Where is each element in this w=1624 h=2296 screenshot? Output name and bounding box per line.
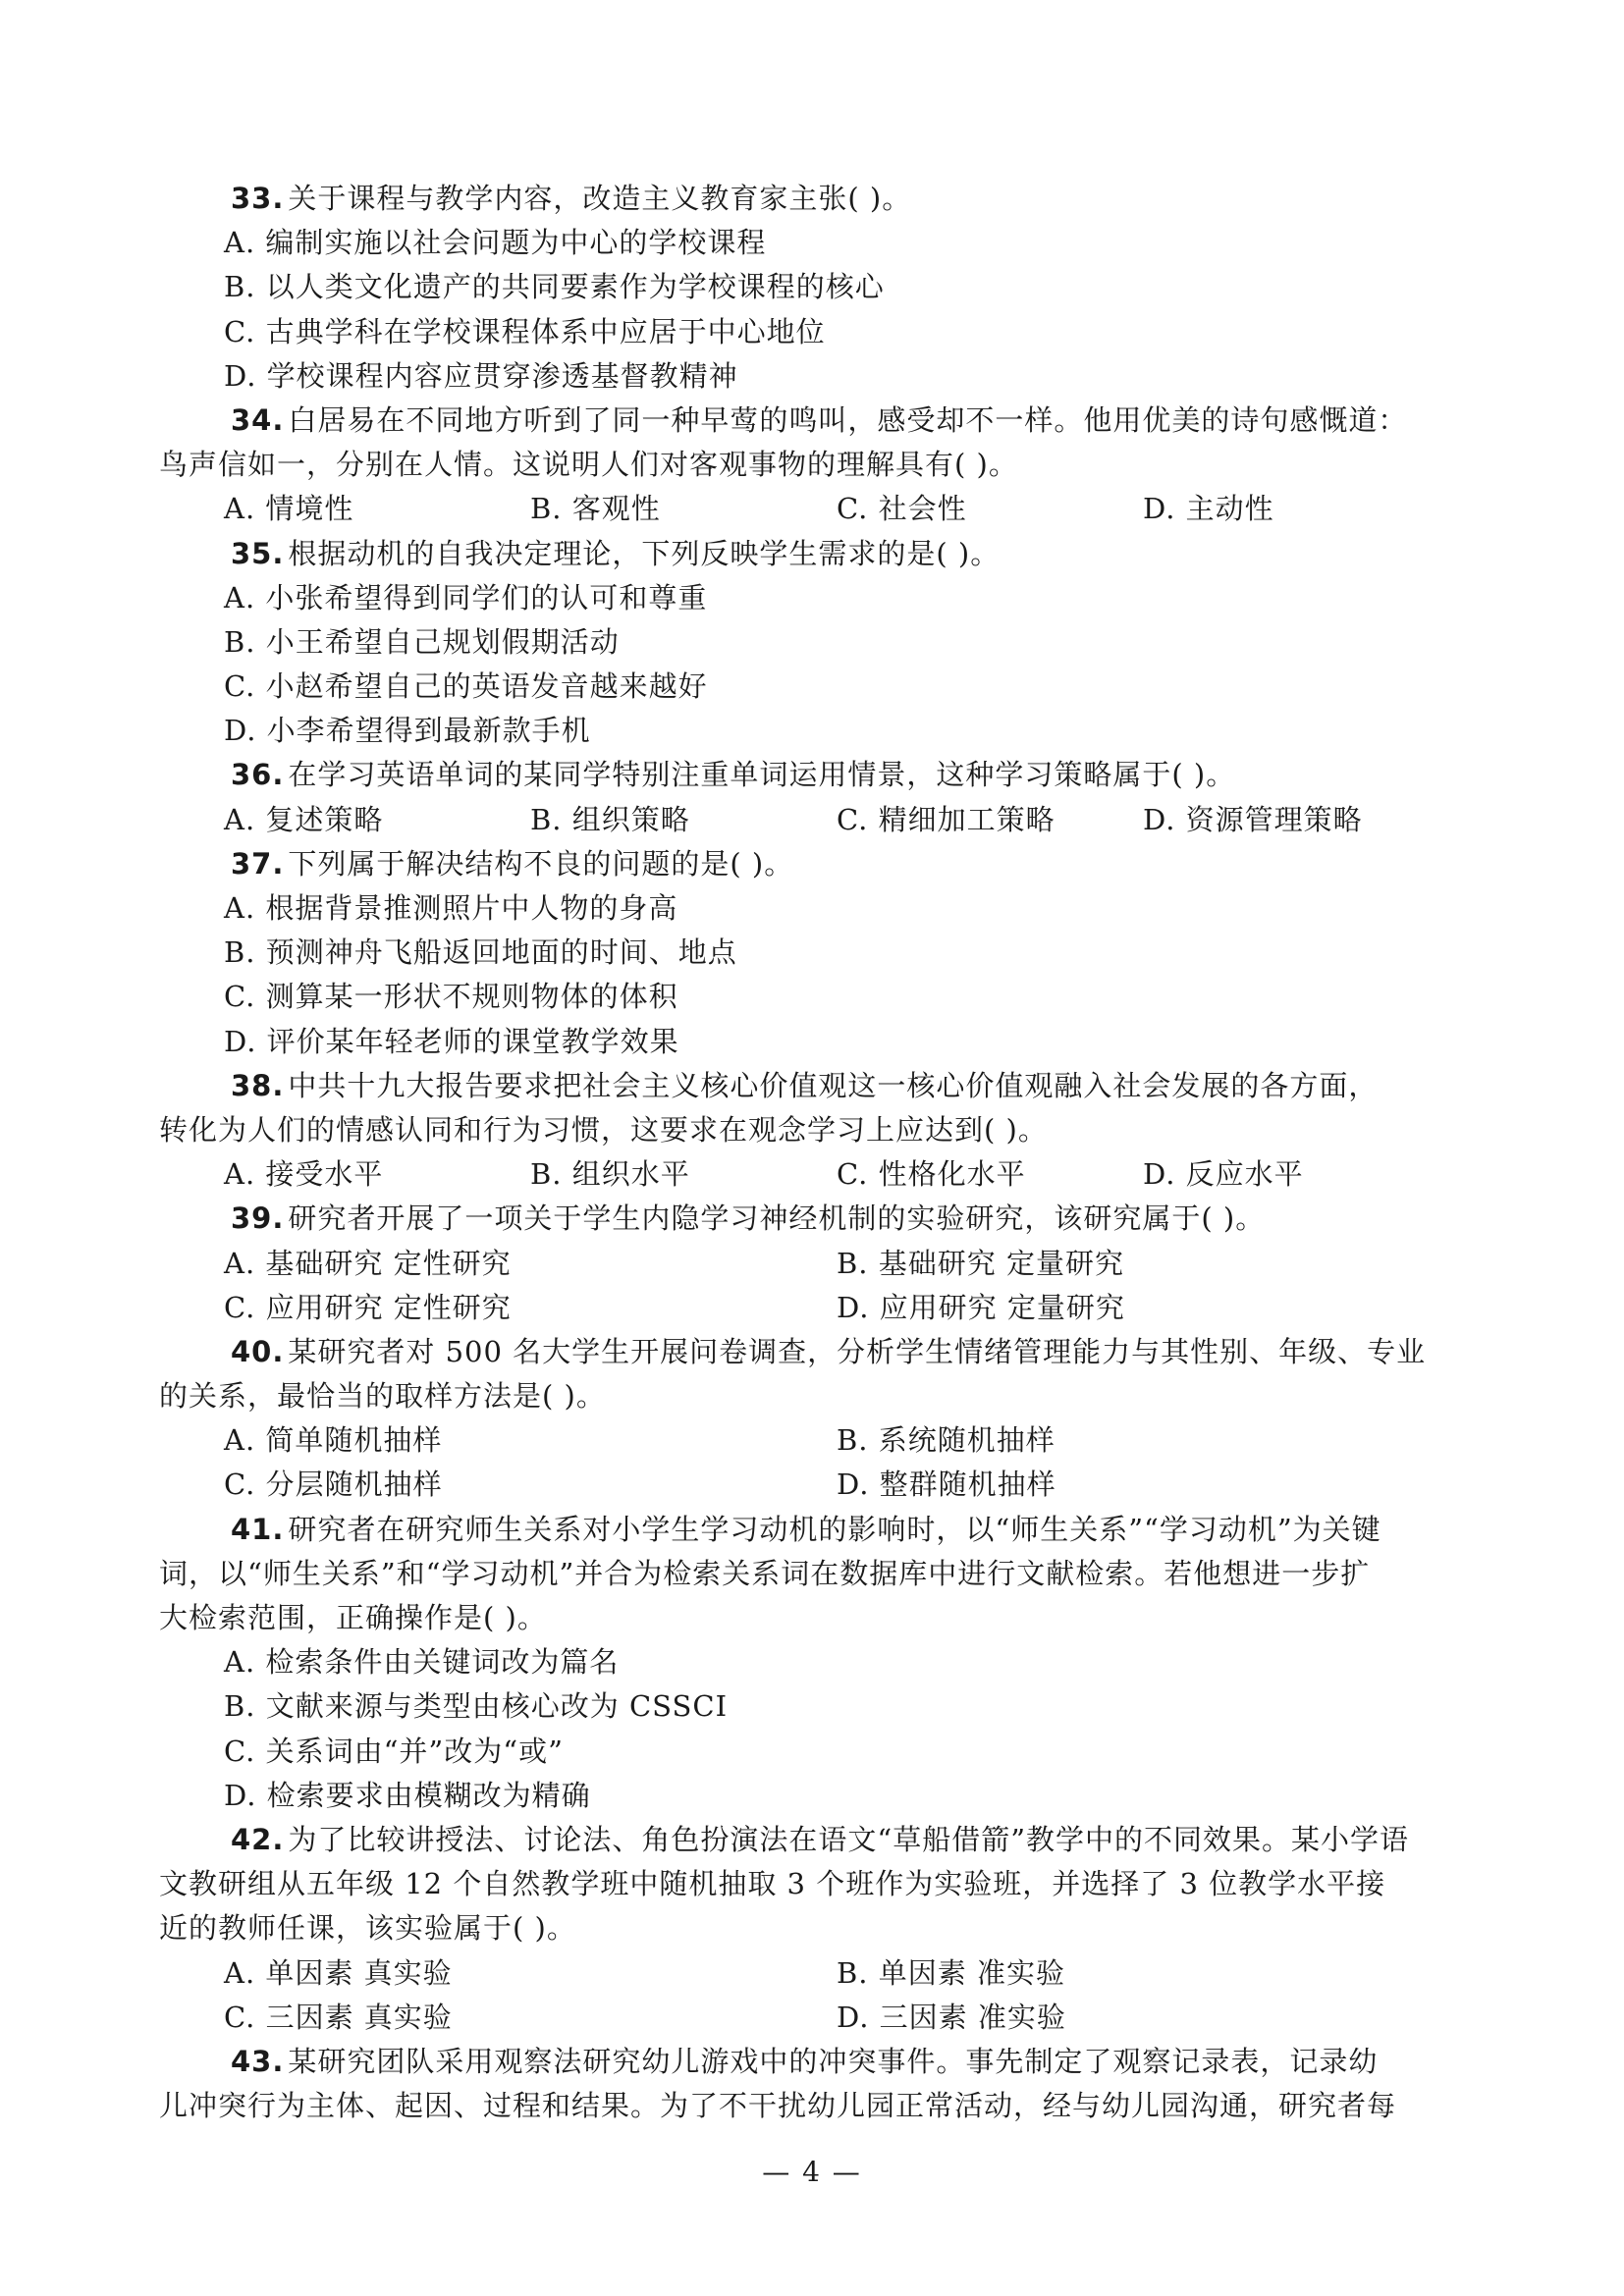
- question-stem-text: 近的教师任课，该实验属于( )。: [159, 1911, 576, 1946]
- option: D. 主动性: [1143, 492, 1274, 526]
- question-stem-line: [159, 1818, 1465, 1862]
- option: A. 编制实施以社会问题为中心的学校课程: [224, 226, 767, 260]
- question-stem-line: [159, 2040, 1465, 2084]
- options-row: [159, 798, 1465, 842]
- question-40: [159, 1330, 1465, 1508]
- question-stem-line: [159, 1862, 1465, 1906]
- exam-page: [159, 177, 1465, 2128]
- option: A. 小张希望得到同学们的认可和尊重: [224, 580, 708, 614]
- question-stem-text: 研究者开展了一项关于学生内隐学习神经机制的实验研究，该研究属于( )。: [288, 1201, 1266, 1236]
- option: D. 整群随机抽样: [837, 1468, 1056, 1502]
- option: C. 小赵希望自己的英语发音越来越好: [224, 669, 708, 704]
- question-stem-line: [159, 177, 1465, 221]
- option: C. 分层随机抽样: [224, 1468, 443, 1502]
- question-stem-text: 研究者在研究师生关系对小学生学习动机的影响时，以“师生关系”“学习动机”为关键: [288, 1512, 1381, 1546]
- option: B. 系统随机抽样: [837, 1423, 1056, 1458]
- options-row: [159, 487, 1465, 531]
- option: B. 单因素 准实验: [837, 1955, 1065, 1990]
- question-stem-text: 某研究团队采用观察法研究幼儿游戏中的冲突事件。事先制定了观察记录表，记录幼: [288, 2044, 1379, 2078]
- page-number: — 4 —: [762, 2156, 862, 2188]
- option: B. 组织水平: [530, 1157, 690, 1192]
- question-stem-text: 下列属于解决结构不良的问题的是( )。: [288, 846, 794, 881]
- option: A. 复述策略: [224, 802, 384, 836]
- option: D. 评价某年轻老师的课堂教学效果: [224, 1024, 679, 1058]
- question-stem-text: 某研究者对 500 名大学生开展问卷调查，分析学生情绪管理能力与其性别、年级、专业: [288, 1334, 1427, 1368]
- question-stem-text: 儿冲突行为主体、起因、过程和结果。为了不干扰幼儿园正常活动，经与幼儿园沟通，研究者每: [159, 2089, 1397, 2123]
- question-stem-line: [159, 753, 1465, 797]
- question-stem-line: [159, 1552, 1465, 1596]
- option: B. 预测神舟飞船返回地面的时间、地点: [224, 935, 737, 970]
- question-34: [159, 399, 1465, 532]
- question-stem-line: [159, 1596, 1465, 1640]
- question-stem-line: [159, 1374, 1465, 1418]
- option: D. 资源管理策略: [1143, 802, 1363, 836]
- question-stem-line: [159, 1197, 1465, 1241]
- question-43: [159, 2040, 1465, 2128]
- options-row: [159, 1418, 1465, 1463]
- option: D. 应用研究 定量研究: [837, 1290, 1125, 1324]
- question-stem-text: 的关系，最恰当的取样方法是( )。: [159, 1379, 606, 1414]
- question-36: [159, 753, 1465, 841]
- options-row: [159, 1152, 1465, 1197]
- question-stem-text: 中共十九大报告要求把社会主义核心价值观这一核心价值观融入社会发展的各方面，: [288, 1068, 1379, 1102]
- option: A. 单因素 真实验: [224, 1955, 453, 1990]
- question-33: [159, 177, 1465, 399]
- option: C. 应用研究 定性研究: [224, 1290, 512, 1324]
- question-stem-line: [159, 399, 1465, 443]
- option: B. 客观性: [530, 492, 661, 526]
- option: D. 检索要求由模糊改为精确: [224, 1778, 591, 1812]
- options-row: [159, 1951, 1465, 1996]
- question-stem-line: [159, 1064, 1465, 1108]
- option: B. 以人类文化遗产的共同要素作为学校课程的核心: [224, 270, 885, 304]
- option: C. 三因素 真实验: [224, 2000, 453, 2034]
- option: C. 社会性: [837, 492, 967, 526]
- option: B. 文献来源与类型由核心改为 CSSCI: [224, 1689, 729, 1724]
- option: D. 三因素 准实验: [837, 2000, 1066, 2034]
- question-stem-line: [159, 1508, 1465, 1552]
- question-number: 39.: [231, 1201, 285, 1236]
- option: D. 小李希望得到最新款手机: [224, 714, 591, 748]
- question-42: [159, 1818, 1465, 2040]
- question-number: 35.: [231, 536, 285, 570]
- option: C. 关系词由“并”改为“或”: [224, 1734, 564, 1768]
- option: A. 基础研究 定性研究: [224, 1246, 512, 1280]
- question-stem-text: 为了比较讲授法、讨论法、角色扮演法在语文“草船借箭”教学中的不同效果。某小学语: [288, 1822, 1410, 1856]
- question-stem-line: [159, 842, 1465, 886]
- question-stem-text: 词，以“师生关系”和“学习动机”并合为检索关系词在数据库中进行文献检索。若他想进一步扩: [159, 1556, 1371, 1590]
- options-row: [159, 1286, 1465, 1330]
- option: B. 组织策略: [530, 802, 690, 836]
- question-stem-text: 白居易在不同地方听到了同一种早莺的鸣叫，感受却不一样。他用优美的诗句感慨道：: [288, 402, 1408, 437]
- question-stem-line: [159, 1108, 1465, 1152]
- options-row: [159, 1242, 1465, 1286]
- question-stem-text: 大检索范围，正确操作是( )。: [159, 1601, 547, 1634]
- question-stem-text: 根据动机的自我决定理论，下列反映学生需求的是( )。: [288, 536, 1001, 570]
- options-row: [159, 1463, 1465, 1507]
- option: D. 学校课程内容应贯穿渗透基督教精神: [224, 358, 738, 393]
- question-stem-line: [159, 2084, 1465, 2128]
- question-number: 40.: [231, 1334, 285, 1368]
- question-number: 37.: [231, 846, 285, 881]
- question-stem-text: 文教研组从五年级 12 个自然教学班中随机抽取 3 个班作为实验班，并选择了 3 位教学水平接: [159, 1867, 1386, 1901]
- question-number: 38.: [231, 1068, 285, 1102]
- question-stem-text: 转化为人们的情感认同和行为习惯，这要求在观念学习上应达到( )。: [159, 1112, 1048, 1147]
- question-number: 33.: [231, 182, 285, 215]
- question-41: [159, 1508, 1465, 1818]
- question-number: 42.: [231, 1822, 285, 1856]
- question-number: 41.: [231, 1512, 285, 1546]
- option: A. 根据背景推测照片中人物的身高: [224, 891, 678, 925]
- question-37: [159, 842, 1465, 1064]
- question-35: [159, 532, 1465, 754]
- option: A. 情境性: [224, 492, 354, 526]
- option: C. 测算某一形状不规则物体的体积: [224, 980, 678, 1014]
- question-stem-line: [159, 443, 1465, 487]
- question-number: 43.: [231, 2044, 285, 2078]
- question-number: 34.: [231, 402, 285, 437]
- question-stem-text: 鸟声信如一，分别在人情。这说明人们对客观事物的理解具有( )。: [159, 448, 1018, 482]
- option: A. 接受水平: [224, 1157, 384, 1192]
- option: B. 小王希望自己规划假期活动: [224, 624, 620, 659]
- question-stem-text: 在学习英语单词的某同学特别注重单词运用情景，这种学习策略属于( )。: [288, 758, 1236, 792]
- question-39: [159, 1197, 1465, 1330]
- option: A. 检索条件由关键词改为篇名: [224, 1645, 620, 1680]
- question-38: [159, 1064, 1465, 1198]
- question-stem-line: [159, 1906, 1465, 1950]
- options-row: [159, 1996, 1465, 2040]
- option: C. 古典学科在学校课程体系中应居于中心地位: [224, 314, 826, 348]
- option: D. 反应水平: [1143, 1157, 1304, 1192]
- question-number: 36.: [231, 758, 285, 792]
- question-stem-line: [159, 1330, 1465, 1374]
- option: A. 简单随机抽样: [224, 1423, 443, 1458]
- option: B. 基础研究 定量研究: [837, 1246, 1124, 1280]
- question-stem-line: [159, 532, 1465, 576]
- option: C. 精细加工策略: [837, 802, 1056, 836]
- question-stem-text: 关于课程与教学内容，改造主义教育家主张( )。: [288, 182, 912, 215]
- option: C. 性格化水平: [837, 1157, 1026, 1192]
